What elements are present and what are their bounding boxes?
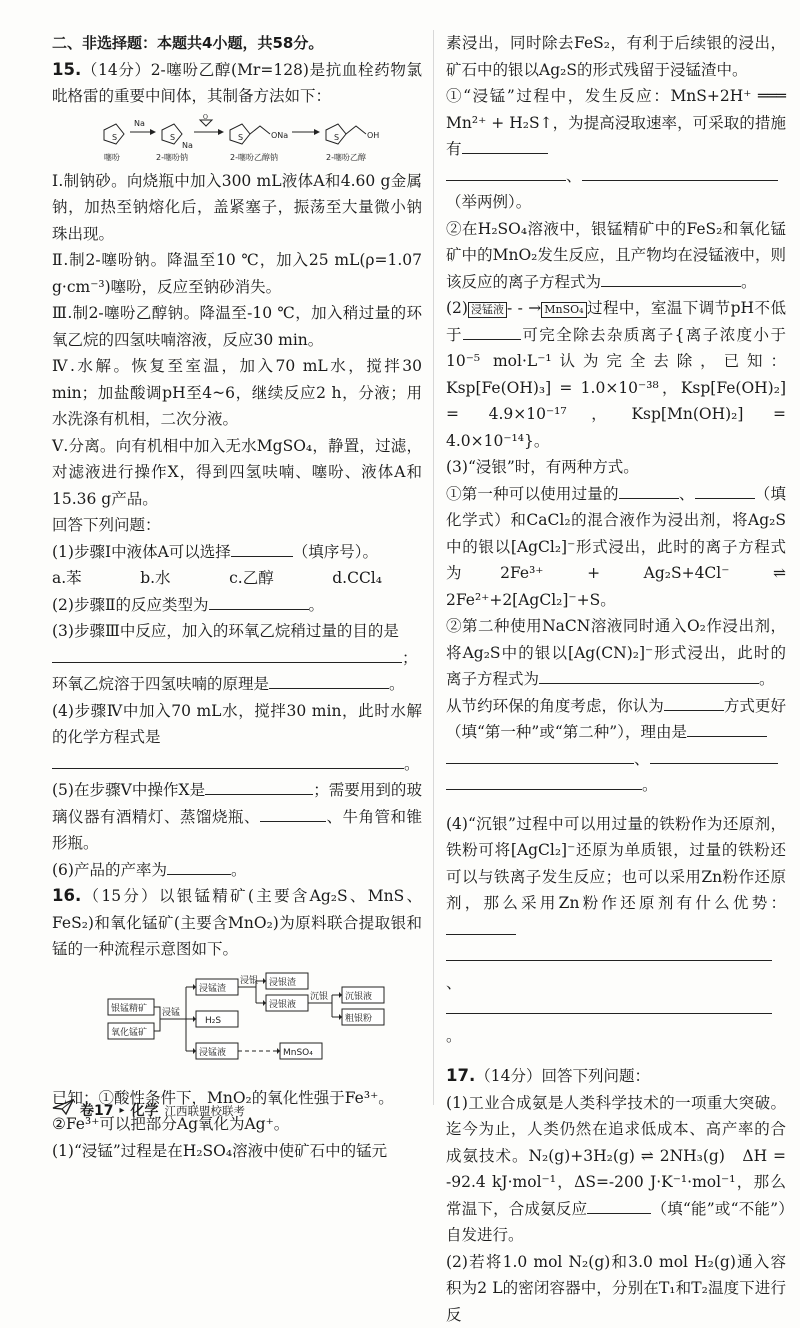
q16-sub3b-blank[interactable] bbox=[539, 666, 759, 684]
q15-sub3b-blank[interactable] bbox=[269, 671, 389, 689]
q16-sub3c-text: 从节约环保的角度考虑，你认为 bbox=[446, 697, 664, 715]
q15-sub3b: 环氧乙烷溶于四氢呋喃的原理是 。 bbox=[52, 671, 422, 698]
svg-text:S: S bbox=[334, 133, 339, 142]
thiophene-ethanol-structure bbox=[326, 124, 379, 144]
q15-sub3: (3)步骤Ⅲ中反应，加入的环氧乙烷稍过量的目的是 bbox=[52, 618, 422, 645]
q15-step5: Ⅴ.分离。向有机相中加入无水MgSO₄，静置，过滤，对滤液进行操作X，得到四氢呋喃、噻吩、液体A和15.36 g产品。 bbox=[52, 433, 422, 513]
q15-sub2: (2)步骤Ⅱ的反应类型为 。 bbox=[52, 592, 422, 619]
q16-sub1a bbox=[446, 83, 786, 163]
q16-sub2 bbox=[446, 295, 786, 454]
q15-sub5a-text: (5)在步骤Ⅴ中操作X是 bbox=[52, 781, 205, 799]
spacer bbox=[446, 799, 786, 811]
label-thienyl-sodium: 2-噻吩钠 bbox=[156, 152, 188, 162]
q16-sub1a-tail: （举两例）。 bbox=[446, 189, 786, 216]
q16-intro-text: （15分）以银锰精矿(主要含Ag₂S、MnS、FeS₂)和氧化锰矿(主要含MnO₂)为原料联合提取银和锰的一种流程示意图如下。 bbox=[52, 887, 422, 958]
q15-reaction-scheme bbox=[52, 112, 422, 164]
q16-sub1b-blank[interactable] bbox=[601, 269, 741, 287]
q15-sub3b-text: 环氧乙烷溶于四氢呋喃的原理是 bbox=[52, 675, 269, 693]
q16-sub3c-blank4[interactable] bbox=[650, 746, 778, 764]
q17-intro-text: （14分）回答下列问题： bbox=[475, 1067, 650, 1085]
label-thiophene: 噻吩 bbox=[104, 152, 120, 162]
footer-paper: 卷17 bbox=[80, 1098, 113, 1125]
q16-sub4-blank1[interactable] bbox=[446, 917, 516, 935]
q16-sub3a-blank1[interactable] bbox=[619, 481, 679, 499]
q15-sub5b-text: ；需要用到的玻璃仪器有酒精灯、蒸馏烧瓶、 bbox=[52, 781, 422, 826]
q16-sub4-line2: 。 bbox=[446, 996, 786, 1049]
q17-intro bbox=[446, 1063, 786, 1090]
q16-known2: ②Fe³⁺可以把部分Ag氧化为Ag⁺。 bbox=[52, 1111, 422, 1138]
q16-known1: 已知：①酸性条件下，MnO₂的氧化性强于Fe³⁺。 bbox=[52, 1085, 422, 1112]
q15-sub2-text: (2)步骤Ⅱ的反应类型为 bbox=[52, 596, 209, 614]
q15-step3: Ⅲ.制2-噻吩乙醇钠。降温至-10 ℃，加入稍过量的环氧乙烷的四氢呋喃溶液，反应30 min。 bbox=[52, 300, 422, 353]
q16-sub3c-text2: 方式更好（填“第一种”或“第二种”），理由是 bbox=[446, 697, 786, 742]
q15-number: 15. bbox=[52, 60, 81, 79]
label-ore2: 氧化锰矿 bbox=[111, 1026, 147, 1038]
thienyl-sodium-structure bbox=[162, 124, 193, 150]
footer-arrow-icon: ▸ bbox=[119, 1098, 124, 1125]
svg-text:O: O bbox=[203, 114, 208, 121]
q16-sub2-text: 过程中，室温下调节pH不低于 bbox=[446, 299, 786, 344]
option-b: b.水 bbox=[140, 565, 170, 592]
q16-number: 16. bbox=[52, 886, 81, 905]
q15-sub6: (6)产品的产率为 。 bbox=[52, 857, 422, 884]
dashed-arrow-icon: - - → bbox=[507, 299, 541, 317]
q16-sub3a-text: ①第一种可以使用过量的 bbox=[446, 485, 619, 503]
paper-plane-icon bbox=[52, 1098, 74, 1125]
q16-sub3c-line: 、 bbox=[446, 746, 786, 773]
label-op-leach-mn: 浸锰 bbox=[162, 1006, 180, 1018]
q16-sub3b: ②第二种使用NaCN溶液同时通入O₂作浸出剂，将Ag₂S中的银以[Ag(CN)₂]⁻形式浸出，此时的离子方程式为 。 bbox=[446, 613, 786, 693]
q15-sub2-blank[interactable] bbox=[209, 592, 309, 610]
q16-sub1b: ②在H₂SO₄溶液中，银锰精矿中的FeS₂和氧化锰矿中的MnO₂发生反应，且产物均在浸锰液中，则该反应的离子方程式为 。 bbox=[446, 216, 786, 296]
q16-sub1b-text: ②在H₂SO₄溶液中，银锰精矿中的FeS₂和氧化锰矿中的MnO₂发生反应，且产物均在浸锰液中，则该反应的离子方程式为 bbox=[446, 220, 786, 291]
label-ag-liquid: 浸银液 bbox=[269, 998, 296, 1010]
svg-text:S: S bbox=[238, 133, 243, 142]
label-mn-liquid: 浸锰液 bbox=[199, 1046, 226, 1058]
q15-step4: Ⅳ.水解。恢复至室温，加入70 mL水，搅拌30 min；加盐酸调pH至4~6，继续反应2 h，分液；用水洗涤有机相，二次分液。 bbox=[52, 353, 422, 433]
q16-sub2-blank[interactable] bbox=[463, 322, 521, 340]
q16-sub1-start: (1)“浸锰”过程是在H₂SO₄溶液中使矿石中的锰元 bbox=[52, 1138, 422, 1165]
q15-sub5-blank1[interactable] bbox=[205, 777, 313, 795]
q16-sub4-blank3[interactable] bbox=[446, 996, 772, 1014]
q17-number: 17. bbox=[446, 1066, 475, 1085]
q15-step2: Ⅱ.制2-噻吩钠。降温至10 ℃，加入25 mL(ρ=1.07 g·cm⁻³)噻吩，反应至钠砂消失。 bbox=[52, 247, 422, 300]
q15-sub1 bbox=[52, 539, 422, 566]
q16-sub2-box1: 浸锰液 bbox=[468, 302, 507, 318]
q16-sub3c-line2: 。 bbox=[446, 772, 786, 799]
q15-prompt: 回答下列问题： bbox=[52, 512, 422, 539]
q16-sub1a-blank2[interactable] bbox=[446, 163, 566, 181]
q16-sub3c-blank5[interactable] bbox=[446, 772, 642, 790]
label-ore1: 银锰精矿 bbox=[111, 1002, 147, 1014]
q17-sub1-blank[interactable] bbox=[587, 1196, 651, 1214]
q16-sub2-text2: 可完全除去杂质离子{离子浓度小于10⁻⁵ mol·L⁻¹认为完全去除，已知：Ksp[Fe(OH)₃] = 1.0×10⁻³⁸，Ksp[Fe(OH)₂] = 4.9×10⁻¹⁷，Ksp[Mn(OH)₂] = 4.0×10⁻¹⁴}。 bbox=[446, 326, 786, 450]
column-divider bbox=[433, 30, 434, 1105]
flow-diagram-svg bbox=[52, 969, 422, 1081]
q15-sub4-line: 。 bbox=[52, 751, 422, 778]
q16-sub4-text: (4)“沉银”过程中可以用过量的铁粉作为还原剂，铁粉可将[AgCl₂]⁻还原为单质银，过量的铁粉还可以与铁离子发生反应；也可以采用Zn粉作还原剂，那么采用Zn粉作还原剂有什么优势： bbox=[446, 815, 786, 913]
q16-sub3c-blank1[interactable] bbox=[664, 693, 724, 711]
q16-flow-diagram bbox=[52, 969, 422, 1081]
q16-sub2-box2: MnSO₄ bbox=[541, 302, 586, 318]
q15-step1: Ⅰ.制钠砂。向烧瓶中加入300 mL液体A和4.60 g金属钠，加热至钠熔化后，盖紧塞子，振荡至大量微小钠珠出现。 bbox=[52, 168, 422, 248]
svg-text:ONa: ONa bbox=[271, 131, 288, 140]
label-h2s: H₂S bbox=[205, 1016, 221, 1026]
svg-text:OH: OH bbox=[367, 131, 379, 140]
q15-sub6-blank[interactable] bbox=[167, 857, 231, 875]
svg-text:S: S bbox=[170, 133, 175, 142]
q16-sub3c-blank3[interactable] bbox=[446, 746, 634, 764]
label-thiophene-ethanol: 2-噻吩乙醇 bbox=[326, 152, 366, 162]
q16-sub4 bbox=[446, 811, 786, 944]
q16-sub4-line1: 、 bbox=[446, 943, 786, 996]
footer-org: 江西联盟校联考 bbox=[165, 1098, 246, 1125]
q17-sub1-text: (1)工业合成氨是人类科学技术的一项重大突破。迄今为止，人类仍然在追求低成本、高产率的合成氨技术。N₂(g)+3H₂(g) ⇌ 2NH₃(g) ΔH = -92.4 kJ·mol⁻¹，ΔS=-200 J·K⁻¹·mol⁻¹，那么常温下，合成氨反应 bbox=[446, 1094, 786, 1218]
q15-sub6-text: (6)产品的产率为 bbox=[52, 861, 167, 879]
right-column bbox=[446, 30, 786, 1328]
option-a: a.苯 bbox=[52, 565, 82, 592]
q15-sub5c-text: 、牛角管和锥形瓶。 bbox=[52, 808, 422, 853]
q16-sub1a-text: ①“浸锰”过程中，发生反应：MnS+2H⁺ ═══ Mn²⁺ + H₂S↑，为提高浸取速率，可采取的措施有 bbox=[446, 87, 786, 158]
q16-sub1a-line: 、 bbox=[446, 163, 786, 190]
label-ag-residue: 浸银渣 bbox=[269, 976, 296, 988]
page-footer bbox=[52, 1098, 432, 1124]
q16-sub2-label: (2) bbox=[446, 299, 468, 317]
q16-sub1-cont: 素浸出，同时除去FeS₂，有利于后续银的浸出，矿石中的银以Ag₂S的形式残留于浸锰渣中。 bbox=[446, 30, 786, 83]
q16-sub3a-blank2[interactable] bbox=[695, 481, 755, 499]
reaction-scheme-svg bbox=[52, 112, 422, 164]
q15-sub4-blank[interactable] bbox=[52, 751, 404, 769]
q15-sub1-blank[interactable] bbox=[231, 539, 293, 557]
reagent-na-1: Na bbox=[134, 119, 145, 128]
q15-sub4: (4)步骤Ⅳ中加入70 mL水，搅拌30 min，此时水解的化学方程式是 bbox=[52, 698, 422, 751]
q15-sub1-text: (1)步骤Ⅰ中液体A可以选择 bbox=[52, 543, 231, 561]
option-d: d.CCl₄ bbox=[332, 565, 382, 592]
q15-sub3-line: ； bbox=[52, 645, 422, 672]
label-op-leach-ag: 浸银 bbox=[240, 974, 258, 986]
thiophene-ethoxide-structure bbox=[230, 124, 288, 144]
q16-sub3a bbox=[446, 481, 786, 614]
q16-sub1a-blank3[interactable] bbox=[582, 163, 778, 181]
left-column bbox=[52, 30, 422, 1164]
q15-sub3-blank[interactable] bbox=[52, 645, 402, 663]
q15-sub5 bbox=[52, 777, 422, 857]
section-title: 二、非选择题：本题共4小题，共58分。 bbox=[52, 30, 422, 57]
q16-sub4-blank2[interactable] bbox=[446, 943, 772, 961]
epoxide-reagent bbox=[200, 114, 212, 126]
thiophene-structure bbox=[104, 124, 124, 144]
q16-sub3: (3)“浸银”时，有两种方式。 bbox=[446, 454, 786, 481]
q17-sub1-tail: （填“能”或“不能”）自发进行。 bbox=[446, 1200, 786, 1245]
label-precip-liquid: 沉银液 bbox=[345, 990, 372, 1002]
label-thiophene-ethoxide: 2-噻吩乙醇钠 bbox=[230, 152, 278, 162]
q16-sub3b-text: ②第二种使用NaCN溶液同时通入O₂作浸出剂，将Ag₂S中的银以[Ag(CN)₂]⁻形式浸出，此时的离子方程式为 bbox=[446, 617, 786, 688]
spacer-2 bbox=[446, 1049, 786, 1063]
q16-sub3c bbox=[446, 693, 786, 746]
footer-subject: 化学 bbox=[131, 1098, 159, 1125]
q15-options bbox=[52, 565, 422, 592]
q17-sub1 bbox=[446, 1090, 786, 1249]
q16-sub3a-sep: 、 bbox=[679, 485, 695, 503]
q15-intro-text: （14分）2-噻吩乙醇(Mr=128)是抗血栓药物氯吡格雷的重要中间体，其制备方法如下： bbox=[52, 61, 422, 106]
q15-sub1-tail: （填序号）。 bbox=[293, 543, 378, 561]
svg-text:S: S bbox=[112, 133, 117, 142]
q15-intro bbox=[52, 57, 422, 110]
q16-sub3c-blank2[interactable] bbox=[687, 719, 767, 737]
svg-text:Na: Na bbox=[182, 141, 193, 150]
q16-sub3a-text2: （填化学式）和CaCl₂的混合液作为浸出剂，将Ag₂S中的银以[AgCl₂]⁻形式浸出，此时的离子方程式为2Fe³⁺ + Ag₂S+4Cl⁻ ⇌ 2Fe²⁺+2[AgCl₂]⁻+S。 bbox=[446, 485, 786, 609]
label-crude-ag: 粗银粉 bbox=[345, 1012, 372, 1024]
label-op-precip: 沉银 bbox=[310, 990, 328, 1002]
option-c: c.乙醇 bbox=[229, 565, 274, 592]
label-residue: 浸锰渣 bbox=[199, 982, 226, 994]
label-mnso4: MnSO₄ bbox=[283, 1048, 313, 1058]
q17-sub2: (2)若将1.0 mol N₂(g)和3.0 mol H₂(g)通入容积为2 L的密闭容器中，分别在T₁和T₂温度下进行反 bbox=[446, 1249, 786, 1328]
q15-sub5-blank2[interactable] bbox=[260, 804, 326, 822]
q16-sub1a-blank1[interactable] bbox=[462, 136, 548, 154]
q16-intro bbox=[52, 883, 422, 963]
